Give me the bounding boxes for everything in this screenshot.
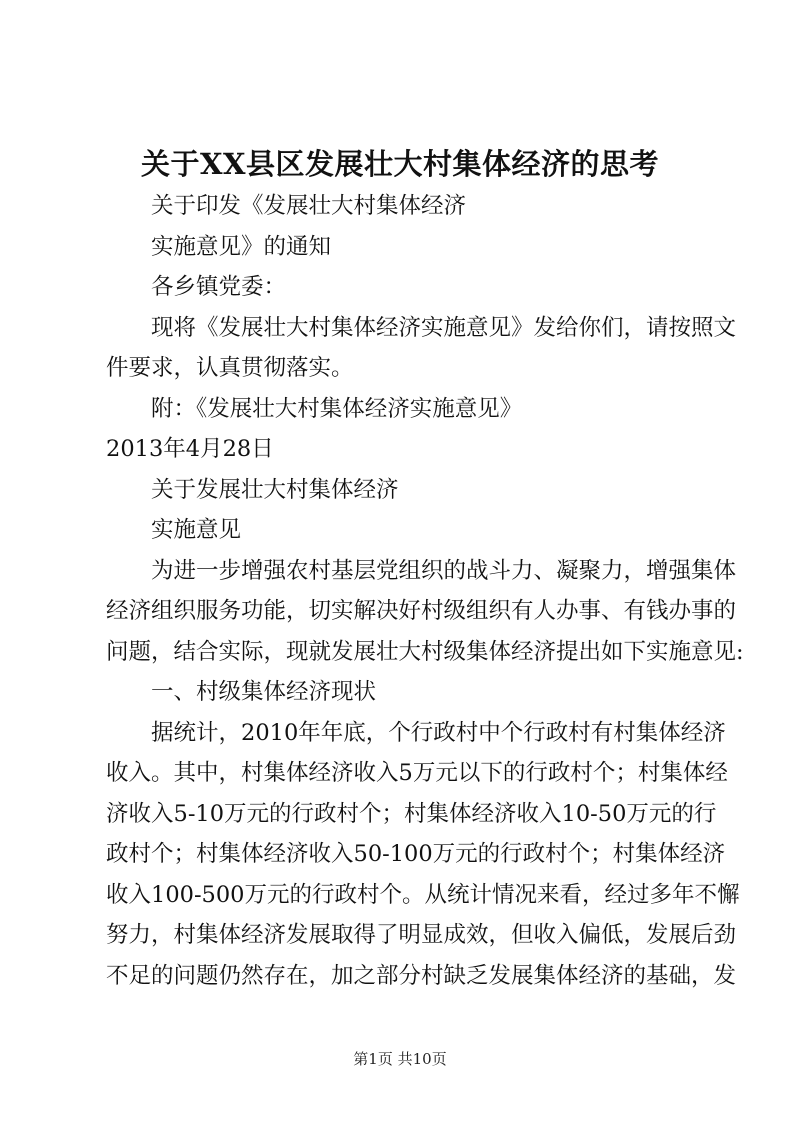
body-line: 收入。其中，村集体经济收入5万元以下的行政村个；村集体经 [106,760,728,786]
section-heading: 一、村级集体经济现状 [151,679,377,705]
body-line: 现将《发展壮大村集体经济实施意见》发给你们，请按照文 [151,314,737,341]
body-line: 件要求，认真贯彻落实。 [106,355,354,381]
body-line: 附：《发展壮大村集体经济实施意见》 [151,395,523,422]
body-line: 实施意见》的通知 [151,233,332,260]
body-line: 各乡镇党委： [151,274,287,300]
body-line: 不足的问题仍然存在，加之部分村缺乏发展集体经济的基础，发 [106,962,737,989]
body-line: 问题，结合实际，现就发展壮大村级集体经济提出如下实施意见: [106,638,744,665]
body-line: 据统计，2010年年底，个行政村中个行政村有村集体经济 [151,719,726,746]
body-line: 为进一步增强农村基层党组织的战斗力、凝聚力，增强集体 [151,557,737,584]
body-line: 经济组织服务功能，切实解决好村级组织有人办事、有钱办事的 [106,598,737,624]
body-line: 关于印发《发展壮大村集体经济 [151,193,467,219]
body-line: 关于发展壮大村集体经济 [151,476,399,503]
document-date: 2013年4月28日 [106,436,274,462]
document-title: 关于XX县区发展壮大村集体经济的思考 [140,147,659,181]
document-body [106,186,744,996]
page-footer: 第1页 共10页 [353,1050,447,1068]
body-line: 济收入5-10万元的行政村个；村集体经济收入10-50万元的行 [106,800,717,827]
body-line: 收入100-500万元的行政村个。从统计情况来看，经过多年不懈 [106,881,740,908]
body-line: 实施意见 [151,517,242,543]
body-line: 努力，村集体经济发展取得了明显成效，但收入偏低，发展后劲 [106,922,737,948]
body-line: 政村个；村集体经济收入50-100万元的行政村个；村集体经济 [106,841,726,867]
